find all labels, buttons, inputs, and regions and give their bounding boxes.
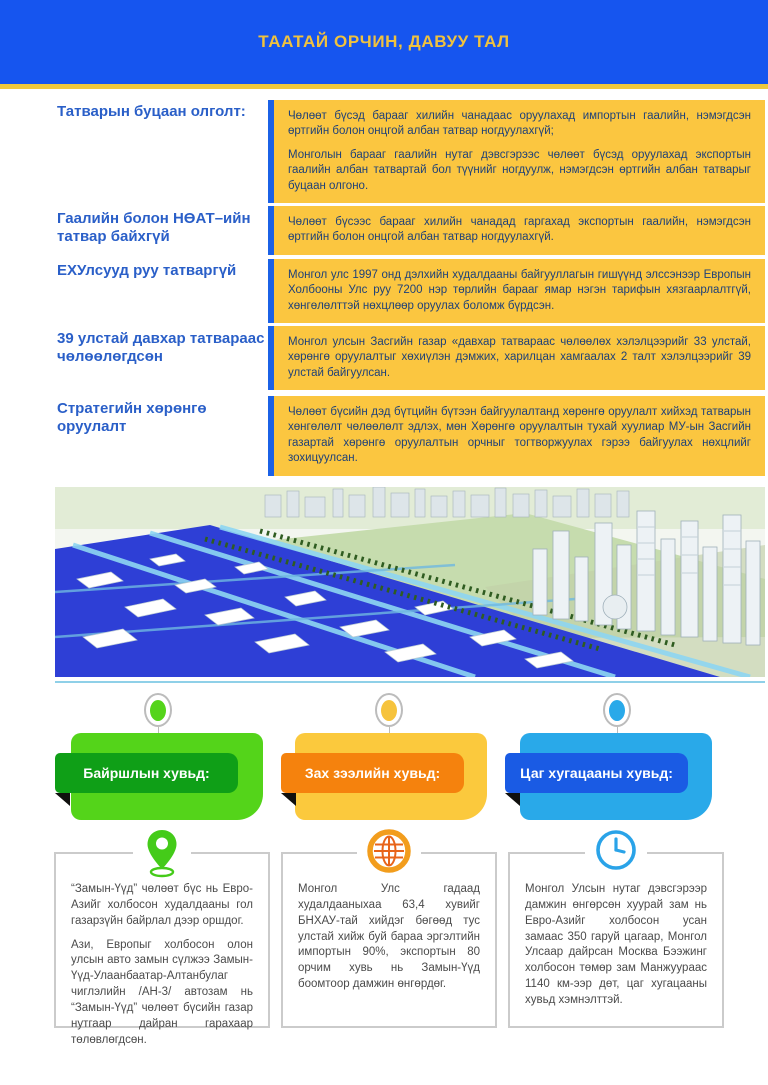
header-accent-strip [0,84,768,89]
location-pin-icon [133,828,191,883]
page-title: ТААТАЙ ОРЧИН, ДАВУУ ТАЛ [258,32,510,51]
clock-icon [585,828,647,877]
page-header [0,0,768,84]
info-paragraph: Монгол Улсын нутаг дэвсгэрээр дамжин өнгөрсөн хуурай зам нь Евро-Азийг холбосон усан замаас 350 гаруй цагаар, Монгол Улсаар дайрсан Москва Бээжинг холбосон төмөр зам Манжуураас 1140 км-ээр дөт, цаг хугацааны хувьд хэмнэлттэй. [525,883,707,1007]
info-paragraph: Ази, Европыг холбосон олон улсын авто замын сүлжээ Замын-Үүд-Улаанбаатар-Алтанбулаг чиглэлийн /АН-3/ автозам нь “Замын-Үүд” чөлөөт бүсийн газар нутгаар дайран гарахаар төлөвлөгдсөн. [71,938,253,1046]
section-paragraph: Чөлөөт бүсийн дэд бүтцийн бүтээн байгуулалтанд хөрөнгө оруулалт хийхэд татварын хөнгөлөлт чөлөөлөлт эдлэх, мөн Хөрөнгө оруулалтын тухай хуулиар МУ-ын Засгийн газартай хөрөнгө оруулалтын орчныг тогтворжуулах гэрээ байгуулах нөхцлийг зохицуулсан. [288,406,751,465]
section-paragraph: Монголын барааг гаалийн нутаг дэвсгэрээс чөлөөт бүсэд оруулахад экспортын гаалийн албан татвартай бол түүнийг ногдуулж, нэмэгдсэн өртгийн албан татварыг буцаан олгоно. [288,148,751,192]
section-paragraph: Чөлөөт бүсэд барааг хилийн чанадаас оруулахад импортын гаалийн, нэмэгдсэн өртгийн болон онцгой албан татвар ногдуулахгүй; [288,110,751,138]
globe-icon [357,828,421,879]
ribbon-market: Зах зээлийн хувьд: [281,753,464,793]
section-box-eu-tax-free [268,259,765,323]
timeline-node-time [603,693,631,727]
info-box-market [281,852,497,1028]
info-paragraph: Монгол Улс гадаад худалдааныхаа 63,4 хувийг БНХАУ-тай хийдэг бөгөөд тус улстай хийж буй бараа эргэлтийн импортын 90%, экспортын 80 орчим хувь нь Замын-Үүд боомтоор дамжин өнгөрдөг. [298,883,480,991]
ribbon-fold [505,793,520,806]
ribbon-time: Цаг хугацааны хувьд: [505,753,688,793]
timeline-node-market [375,693,403,727]
section-box-no-vat [268,206,765,255]
green-dot-icon [150,700,166,721]
ribbon-fold [55,793,70,806]
ribbon-location: Байршлын хувьд: [55,753,238,793]
section-heading-eu-tax-free: ЕХУлсууд руу татваргүй [57,262,237,279]
section-box-tax-refund [268,100,765,203]
info-box-location [54,852,270,1046]
yellow-dot-icon [381,700,397,721]
section-heading-double-tax: 39 улстай давхар татвараас чөлөөлөгдсөн [57,330,265,366]
section-heading-no-vat: Гаалийн болон НӨАТ–ийн татвар байхгүй [57,210,251,246]
timeline-node-location [144,693,172,727]
section-box-double-tax [268,326,765,390]
info-paragraph: “Замын-Үүд” чөлөөт бүс нь Евро-Азийг холбосон худалдааны гол газарзүйн байрлал дээр оршдог. [71,883,253,927]
city-aerial-render [55,487,765,677]
section-heading-strategic-investment: Стратегийн хөрөнгө оруулалт [57,400,207,436]
ribbon-fold [281,793,296,806]
divider-line [55,681,765,683]
section-paragraph: Чөлөөт бүсээс барааг хилийн чанадад гаргахад экспортын гаалийн, нэмэгдсэн өртгийн болон онцгой албан татвар ногдуулахгүй. [288,216,751,244]
section-paragraph: Монгол улсын Засгийн газар «давхар татвараас чөлөөлөх хэлэлцээрийг 33 улстай, хөрөнгө оруулалтыг хөхиүлэн дэмжих, харилцан хамгаалах 2 талт хэлэлцээрийг 39 улстай байгуулсан. [288,336,751,379]
section-paragraph: Монгол улс 1997 онд дэлхийн худалдааны байгууллагын гишүүнд элссэнээр Европын Холбооны Улс руу 7200 нэр төрлийн барааг ямар нэгэн тарифын хязгаарлалтгүй, хөнгөлөлттэй нөхцлөөр оруулах боломж бүрдсэн. [288,269,751,312]
blue-dot-icon [609,700,625,721]
section-box-strategic-investment [268,396,765,476]
info-box-time [508,852,724,1028]
section-heading-tax-refund: Татварын буцаан олголт: [57,103,246,120]
